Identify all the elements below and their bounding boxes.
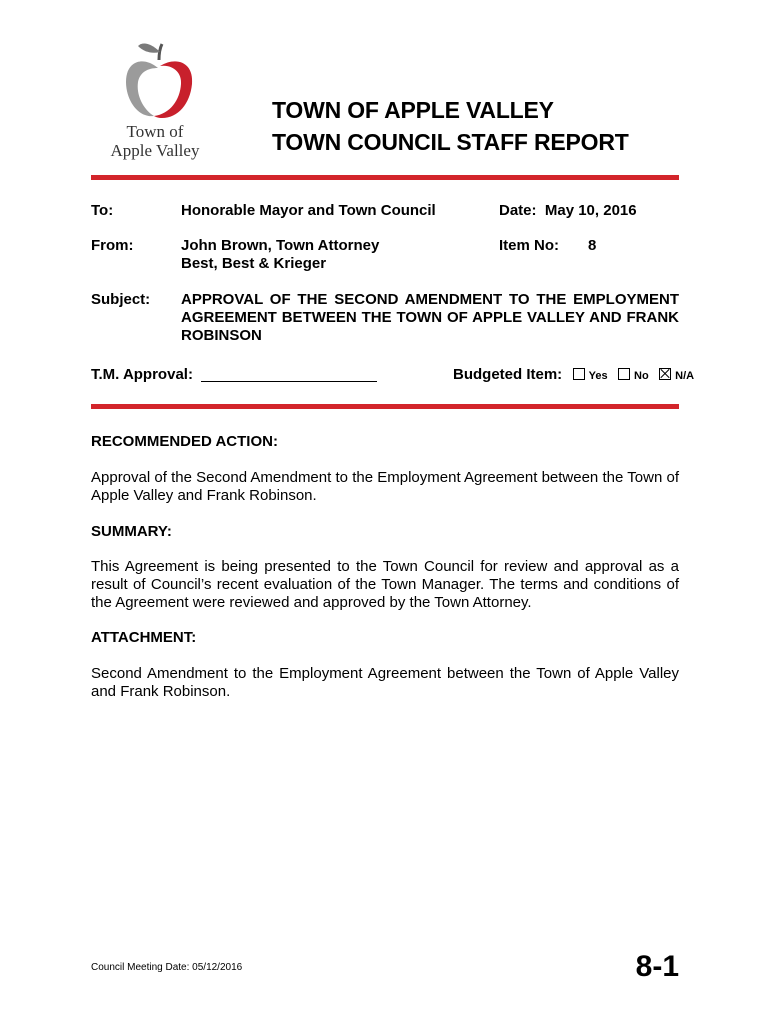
budgeted-item-label: Budgeted Item: — [453, 366, 563, 383]
budget-yes-checkbox[interactable] — [573, 368, 585, 380]
subject-label: Subject: — [91, 291, 151, 308]
title-line-2: TOWN COUNCIL STAFF REPORT — [272, 129, 629, 155]
budget-na-label: N/A — [675, 370, 695, 382]
to-value: Honorable Mayor and Town Council — [181, 202, 436, 219]
tm-approval-signature-line[interactable] — [201, 381, 377, 382]
summary-heading: SUMMARY: — [91, 523, 172, 540]
recommended-action-heading: RECOMMENDED ACTION: — [91, 433, 278, 450]
top-divider — [91, 175, 679, 180]
from-value — [181, 237, 379, 273]
tm-approval-field — [91, 366, 377, 383]
from-label: From: — [91, 237, 134, 254]
logo-line-1: Town of — [126, 122, 184, 141]
date-label: Date: — [499, 202, 537, 219]
tm-approval-label: T.M. Approval: — [91, 366, 193, 383]
council-meeting-date: Council Meeting Date: 05/12/2016 — [91, 962, 243, 973]
budget-yes-label: Yes — [588, 370, 608, 382]
item-value: 8 — [588, 237, 597, 254]
report-title — [272, 94, 629, 158]
recommended-action-text: Approval of the Second Amendment to the Employment Agreement between the Town of Apple Valley and Frank Robinson. — [91, 469, 679, 504]
title-line-1: TOWN OF APPLE VALLEY — [272, 97, 554, 123]
budget-na-checkbox[interactable] — [659, 368, 671, 380]
date-field — [499, 202, 637, 220]
attachment-text: Second Amendment to the Employment Agreement between the Town of Apple Valley and Frank Robinson. — [91, 665, 679, 700]
date-value: May 10, 2016 — [544, 202, 637, 219]
subject-value: APPROVAL OF THE SECOND AMENDMENT TO THE EMPLOYMENT AGREEMENT BETWEEN THE TOWN OF APPLE VALLEY AND FRANK ROBINSON — [181, 291, 679, 344]
budget-no-label: No — [634, 370, 649, 382]
from-line-1: John Brown, Town Attorney — [181, 237, 380, 254]
budget-no-checkbox[interactable] — [618, 368, 630, 380]
from-line-2: Best, Best & Krieger — [181, 255, 327, 272]
item-label: Item No: — [499, 237, 559, 254]
logo-text — [96, 122, 214, 160]
page-number: 8-1 — [635, 950, 679, 983]
bottom-divider — [91, 404, 679, 409]
budgeted-item-field — [453, 366, 694, 384]
summary-text: This Agreement is being presented to the Town Council for review and approval as a result of Council’s recent evaluation of the Town Manager. The terms and conditions of the Agreement were reviewed and approved by the Town Attorney. — [91, 558, 679, 611]
logo-line-2: Apple Valley — [110, 141, 200, 160]
attachment-heading: ATTACHMENT: — [91, 629, 197, 646]
to-label: To: — [91, 202, 114, 219]
